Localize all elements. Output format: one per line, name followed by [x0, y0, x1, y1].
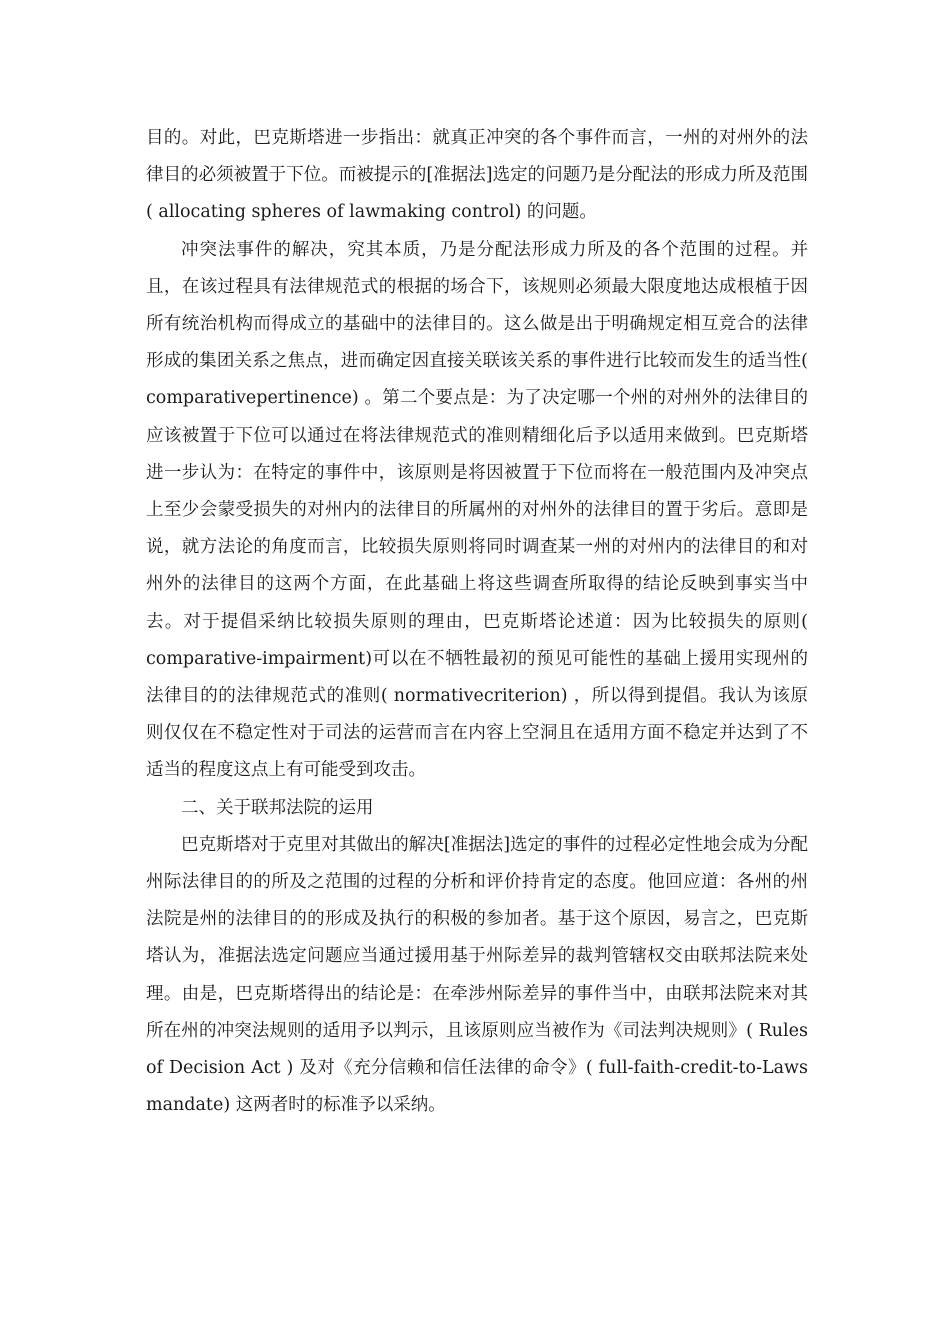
section-heading-federal-courts: 二、关于联邦法院的运用 — [181, 797, 374, 818]
document-body — [146, 120, 808, 1124]
paragraph-federal-courts: 巴克斯塔对于克里对其做出的解决[准据法]选定的事件的过程必定性地会成为分配州际法律目的的所及之范围的过程的分析和评价持肯定的态度。他回应道：各州的州法院是州的法律目的的形成及执行的积极的参加者。基于这个原因，易言之，巴克斯塔认为，准据法选定问题应当通过援用基于州际差异的裁判管辖权交由联邦法院来处理。由是，巴克斯塔得出的结论是：在牵涉州际差异的事件当中，由联邦法院来对其所在州的冲突法规则的适用予以判示，且该原则应当被作为《司法判决规则》( Rules of Decision Act ) 及对《充分信赖和信任法律的命令》( full-faith-credit-to-Laws mandate) 这两者时的标准予以采纳。 — [146, 834, 808, 1116]
paragraph-continuation: 目的。对此，巴克斯塔进一步指出：就真正冲突的各个事件而言，一州的对州外的法律目的必须被置于下位。而被提示的[准据法]选定的问题乃是分配法的形成力所及范围( allocating spheres of lawmaking control) 的问题。 — [146, 128, 808, 223]
paragraph-conflict-law: 冲突法事件的解决，究其本质，乃是分配法形成力所及的各个范围的过程。并且，在该过程具有法律规范式的根据的场合下，该规则必须最大限度地达成根植于因所有统治机构而得成立的基础中的法律目的。这么做是出于明确规定相互竞合的法律形成的集团关系之焦点，进而确定因直接关联该关系的事件进行比较而发生的适当性( comparativepertinence) 。第二个要点是：为了决定哪一个州的对州外的法律目的应该被置于下位可以通过在将法律规范式的准则精细化后予以适用来做到。巴克斯塔进一步认为：在特定的事件中，该原则是将因被置于下位而将在一般范围内及冲突点上至少会蒙受损失的对州内的法律目的所属州的对州外的法律目的置于劣后。意即是说，就方法论的角度而言，比较损失原则将同时调查某一州的对州内的法律目的和对州外的法律目的这两个方面，在此基础上将这些调查所取得的结论反映到事实当中去。对于提倡采纳比较损失原则的理由，巴克斯塔论述道：因为比较损失的原则( comparative-impairment)可以在不牺牲最初的预见可能性的基础上援用实现州的法律目的的法律规范式的准则( normativecriterion) ，所以得到提倡。我认为该原则仅仅在不稳定性对于司法的运营而言在内容上空洞且在适用方面不稳定并达到了不适当的程度这点上有可能受到攻击。 — [146, 239, 808, 781]
